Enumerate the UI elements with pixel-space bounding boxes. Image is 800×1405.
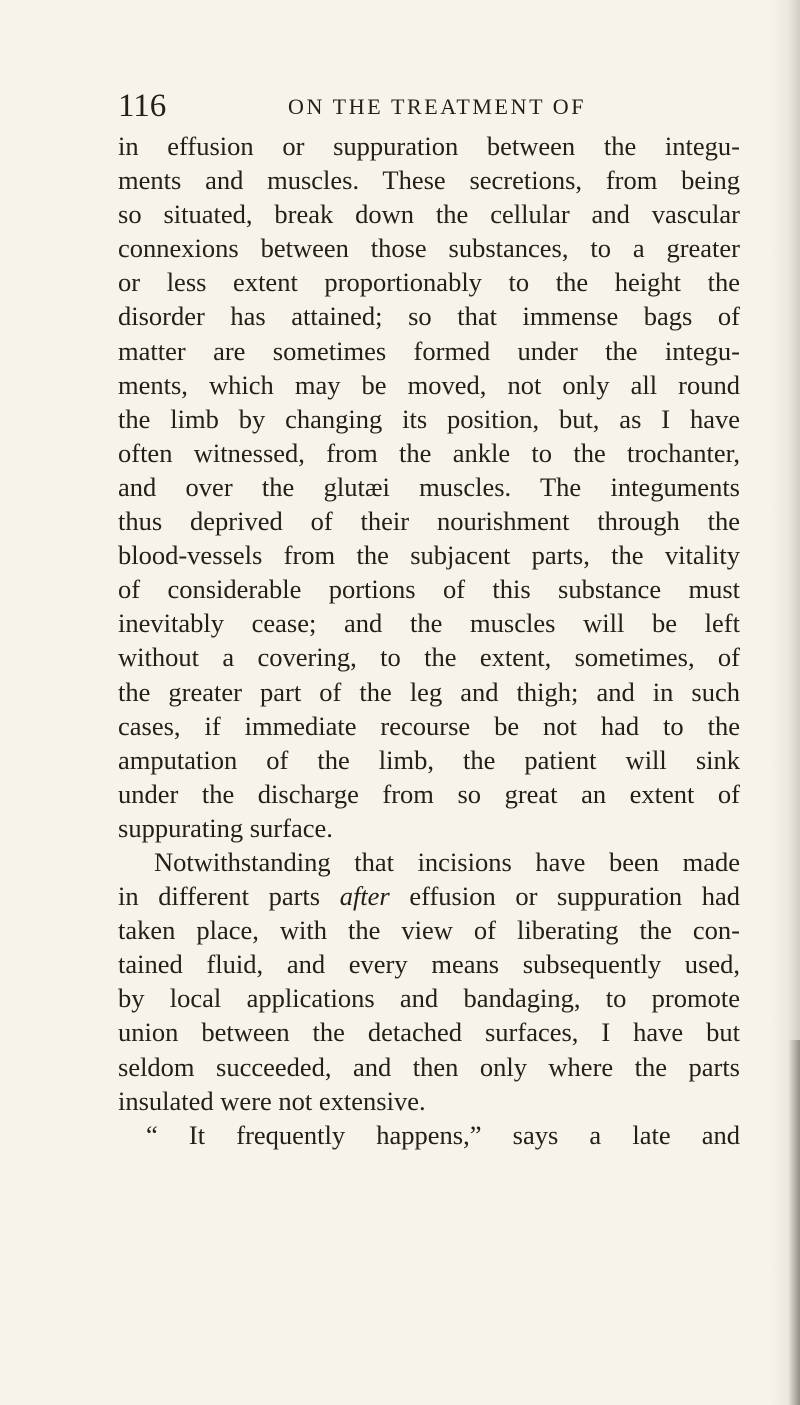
text-line bbox=[118, 879, 740, 913]
text-line: tained fluid, and every means subsequently used, bbox=[118, 949, 740, 980]
text-line: inevitably cease; and the muscles will be left bbox=[118, 608, 740, 639]
text-line: insulated were not extensive. bbox=[118, 1085, 426, 1116]
text-line: seldom succeeded, and then only where the parts bbox=[118, 1051, 740, 1082]
text-line: of considerable portions of this substance must bbox=[118, 574, 740, 605]
text-line: in effusion or suppuration between the integu- bbox=[118, 131, 740, 161]
text-line: ments, which may be moved, not only all round bbox=[118, 369, 740, 400]
text-line: cases, if immediate recourse be not had to the bbox=[118, 710, 740, 741]
text-line: disorder has attained; so that immense bags of bbox=[118, 301, 740, 332]
text-line: often witnessed, from the ankle to the trochanter, bbox=[118, 437, 740, 468]
text-line: blood-vessels from the subjacent parts, the vitality bbox=[118, 540, 740, 571]
paragraph-start: “ It frequently happens,” says a late and bbox=[146, 1119, 740, 1150]
italic-word: after bbox=[339, 881, 390, 912]
text-line: under the discharge from so great an extent of bbox=[118, 778, 740, 809]
page-header bbox=[118, 88, 738, 124]
text-line: taken place, with the view of liberating the con- bbox=[118, 915, 740, 946]
text-line: amputation of the limb, the patient will sink bbox=[118, 744, 740, 775]
text-line: ments and muscles. These secretions, from being bbox=[118, 165, 740, 196]
text-line: thus deprived of their nourishment through the bbox=[118, 506, 740, 537]
page-edge-darkening bbox=[788, 1040, 800, 1405]
text-line: by local applications and bandaging, to promote bbox=[118, 983, 740, 1014]
text-line: union between the detached surfaces, I have but bbox=[118, 1017, 740, 1048]
paragraph-start: Notwithstanding that incisions have been made bbox=[154, 846, 740, 877]
page-number: 116 bbox=[118, 88, 167, 124]
text-line: suppurating surface. bbox=[118, 812, 333, 843]
text-line: the limb by changing its position, but, as I have bbox=[118, 403, 740, 434]
body-text bbox=[118, 129, 740, 1152]
text-line: matter are sometimes formed under the integu- bbox=[118, 335, 740, 366]
text-segment: in different parts bbox=[118, 881, 340, 912]
text-line: connexions between those substances, to a greater bbox=[118, 233, 740, 264]
text-line: without a covering, to the extent, sometimes, of bbox=[118, 642, 740, 673]
text-segment: effusion or suppuration had bbox=[389, 881, 740, 912]
text-line: and over the glutæi muscles. The integuments bbox=[118, 471, 740, 502]
running-head: ON THE TREATMENT OF bbox=[288, 94, 587, 119]
text-line: so situated, break down the cellular and vascular bbox=[118, 199, 740, 230]
text-line: or less extent proportionably to the height the bbox=[118, 267, 740, 298]
text-line: the greater part of the leg and thigh; and in such bbox=[118, 676, 740, 707]
